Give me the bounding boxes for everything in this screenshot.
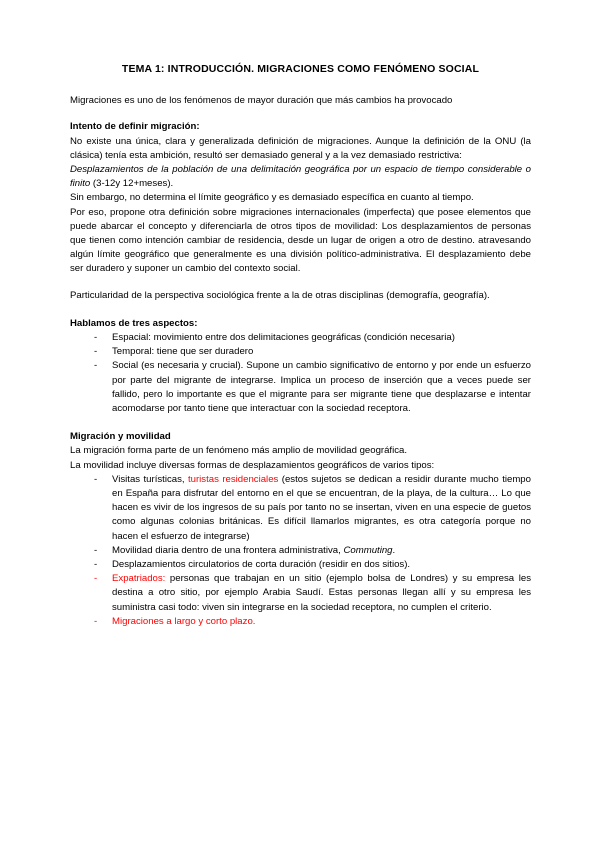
intento-paragraph-3: Por eso, propone otra definición sobre migraciones internacionales (imperfecta) que posee elementos que puede abarcar el concepto y diferenciarla de otros tipos de movilidad: Los desplazamientos de personas que tienen como intención cambiar de residencia, desde un lugar de origen a otro de destino. atravesando algún límite geográfico que generalmente es una división político-administrativa. El desplazamiento debe ser duradero y suponer un cambio del contexto social. (70, 206, 531, 275)
movilidad-list (70, 473, 531, 629)
list-item-body: personas que trabajan en un sitio (ejemplo bolsa de Londres) y su empresa les destina a otro sitio, por ejemplo Arabia Saudí. Estas personas llegan allí y su empresa les suministra casi todo: viven sin integrarse en la sociedad receptora, no cumplen el criterio. (112, 573, 531, 613)
spacer (70, 108, 531, 120)
list-item (70, 345, 531, 359)
list-item (70, 331, 531, 345)
intento-paragraph-1: No existe una única, clara y generalizada definición de migraciones. Aunque la definición de la ONU (la clásica) tenía esta ambición, resultó ser demasiado general y a la vez demasiado restrictiva: (70, 135, 531, 161)
list-item-label: Desplazamientos circulatorios de corta duración (residir en dos sitios). (112, 559, 411, 571)
list-item (70, 359, 531, 416)
bullet-dash-icon: - (94, 473, 98, 485)
bullet-dash-icon: - (94, 544, 98, 556)
heading-hablamos-tres-aspectos: Hablamos de tres aspectos: (70, 317, 198, 329)
movilidad-paragraph-1: La migración forma parte de un fenómeno más amplio de movilidad geográfica. (70, 445, 408, 457)
quote-italic-text: Desplazamientos de la población de una delimitación geográfica por un espacio de tiempo considerable o finito (70, 163, 531, 190)
list-item-prefix: Visitas turísticas, (112, 473, 188, 485)
intento-quote (70, 163, 531, 191)
intento-paragraph-4: Particularidad de la perspectiva sociológica frente a la de otras disciplinas (demografía, geografía). (70, 289, 490, 301)
highlighted-item-migraciones-plazo: Migraciones a largo y corto plazo. (112, 615, 256, 627)
italic-term-commuting: Commuting (343, 544, 393, 556)
bullet-dash-icon: - (94, 573, 98, 585)
heading-intento-definir: Intento de definir migración: (70, 121, 200, 133)
bullet-dash-icon: - (94, 332, 98, 344)
list-item-label: Social (es necesaria y crucial). Supone un cambio significativo de entorno y por ende un esfuerzo por parte del migrante de integrarse. Implica un proceso de inserción que a veces puede ser fallido, pero lo importante es que el migrante para ser migrante tiene que desplazarse e intentar acomodarse por tanto tiene que interactuar con la sociedad receptora. (112, 360, 531, 415)
list-item (70, 544, 531, 558)
list-item-label: Espacial: movimiento entre dos delimitaciones geográficas (condición necesaria) (112, 332, 455, 344)
heading-migracion-movilidad: Migración y movilidad (70, 431, 171, 443)
list-item-body: (estos sujetos se dedican a residir durante mucho tiempo en España para disfrutar del entorno en el que se encuentran, de la playa, de la cultura… Lo que hacen es vivir de los ingresos de su país por tanto no se insertan, viven en una especie de guetos como algunas colonias británicas. Es difícil llamarlos migrantes, es otra categoría porque no hacen el esfuerzo de integrarse) (112, 473, 531, 542)
bullet-dash-icon: - (94, 360, 98, 372)
bullet-dash-icon: - (94, 559, 98, 571)
list-item-prefix: Movilidad diaria dentro de una frontera administrativa, (112, 544, 344, 556)
list-item (70, 473, 531, 544)
highlighted-term-turistas-residenciales: turistas residenciales (187, 473, 279, 485)
spacer (70, 416, 531, 430)
bullet-dash-icon: - (94, 615, 98, 627)
bullet-dash-icon: - (94, 346, 98, 358)
intro-paragraph: Migraciones es uno de los fenómenos de mayor duración que más cambios ha provocado (70, 95, 453, 107)
movilidad-paragraph-2: La movilidad incluye diversas formas de desplazamientos geográficos de varios tipos: (70, 459, 435, 471)
list-item-body: . (392, 544, 396, 556)
list-item-label: Temporal: tiene que ser duradero (112, 346, 254, 358)
list-item (70, 558, 531, 572)
quote-tail-text: (3-12y 12+meses). (90, 178, 174, 190)
list-item (70, 615, 531, 629)
spacer (70, 277, 531, 289)
page-title: TEMA 1: INTRODUCCIÓN. MIGRACIONES COMO FENÓMENO SOCIAL (121, 63, 480, 75)
aspectos-list (70, 331, 531, 416)
spacer (70, 303, 531, 317)
list-item (70, 572, 531, 615)
highlighted-term-expatriados: Expatriados: (112, 573, 166, 585)
intento-paragraph-2: Sin embargo, no determina el límite geográfico y es demasiado específica en cuanto al tiempo. (70, 192, 474, 204)
